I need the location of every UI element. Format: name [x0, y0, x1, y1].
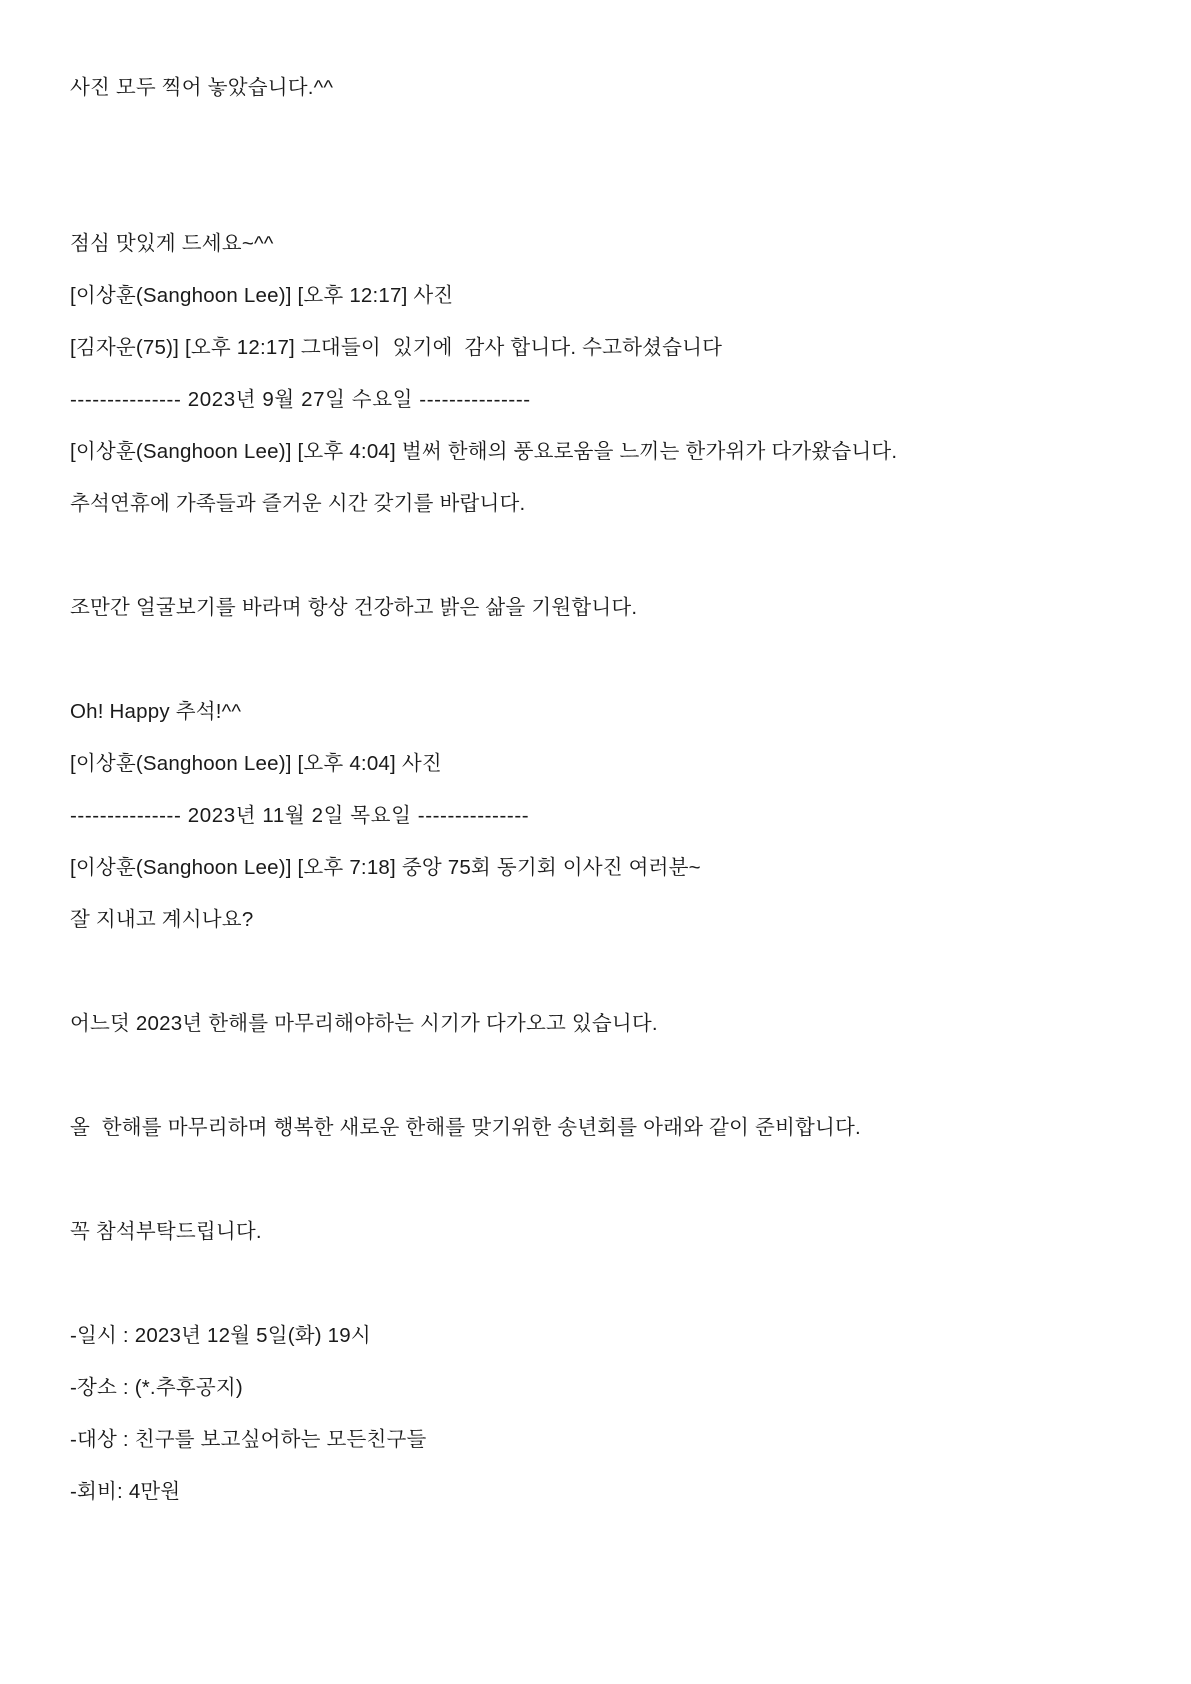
document-text-body	[70, 62, 1121, 1518]
text-line: -장소 : (*.추후공지)	[70, 1376, 243, 1399]
blank-line	[70, 530, 1121, 582]
text-line: [이상훈(Sanghoon Lee)] [오후 12:17] 사진	[70, 284, 454, 307]
blank-line	[70, 1258, 1121, 1310]
text-line: 올 한해를 마무리하며 행복한 새로운 한해를 맞기위한 송년회를 아래와 같이 준비합니다.	[70, 1116, 861, 1139]
blank-line	[70, 114, 1121, 166]
text-line: Oh! Happy 추석!^^	[70, 700, 242, 723]
text-line: [이상훈(Sanghoon Lee)] [오후 7:18] 중앙 75회 동기회 이사진 여러분~	[70, 856, 701, 879]
blank-line	[70, 1154, 1121, 1206]
blank-line	[70, 634, 1121, 686]
text-line: -일시 : 2023년 12월 5일(화) 19시	[70, 1324, 371, 1347]
blank-line	[70, 1050, 1121, 1102]
date-divider-line: --------------- 2023년 9월 27일 수요일 ---------------	[70, 388, 531, 411]
text-line: [이상훈(Sanghoon Lee)] [오후 4:04] 사진	[70, 752, 442, 775]
date-divider-line: --------------- 2023년 11월 2일 목요일 ---------------	[70, 804, 530, 827]
text-line: 잘 지내고 계시나요?	[70, 908, 254, 931]
text-line: [이상훈(Sanghoon Lee)] [오후 4:04] 벌써 한해의 풍요로움을 느끼는 한가위가 다가왔습니다.	[70, 440, 898, 463]
text-line: -대상 : 친구를 보고싶어하는 모든친구들	[70, 1428, 427, 1451]
blank-line	[70, 166, 1121, 218]
text-line: [김자운(75)] [오후 12:17] 그대들이 있기에 감사 합니다. 수고하셨습니다	[70, 336, 723, 359]
text-line: 어느덧 2023년 한해를 마무리해야하는 시기가 다가오고 있습니다.	[70, 1012, 658, 1035]
blank-line	[70, 946, 1121, 998]
text-line: 점심 맛있게 드세요~^^	[70, 232, 274, 255]
text-line: 꼭 참석부탁드립니다.	[70, 1220, 262, 1243]
text-line: -회비: 4만원	[70, 1480, 181, 1503]
text-line: 추석연휴에 가족들과 즐거운 시간 갖기를 바랍니다.	[70, 492, 526, 515]
text-line: 조만간 얼굴보기를 바라며 항상 건강하고 밝은 삶을 기원합니다.	[70, 596, 638, 619]
text-line: 사진 모두 찍어 놓았습니다.^^	[70, 76, 334, 99]
